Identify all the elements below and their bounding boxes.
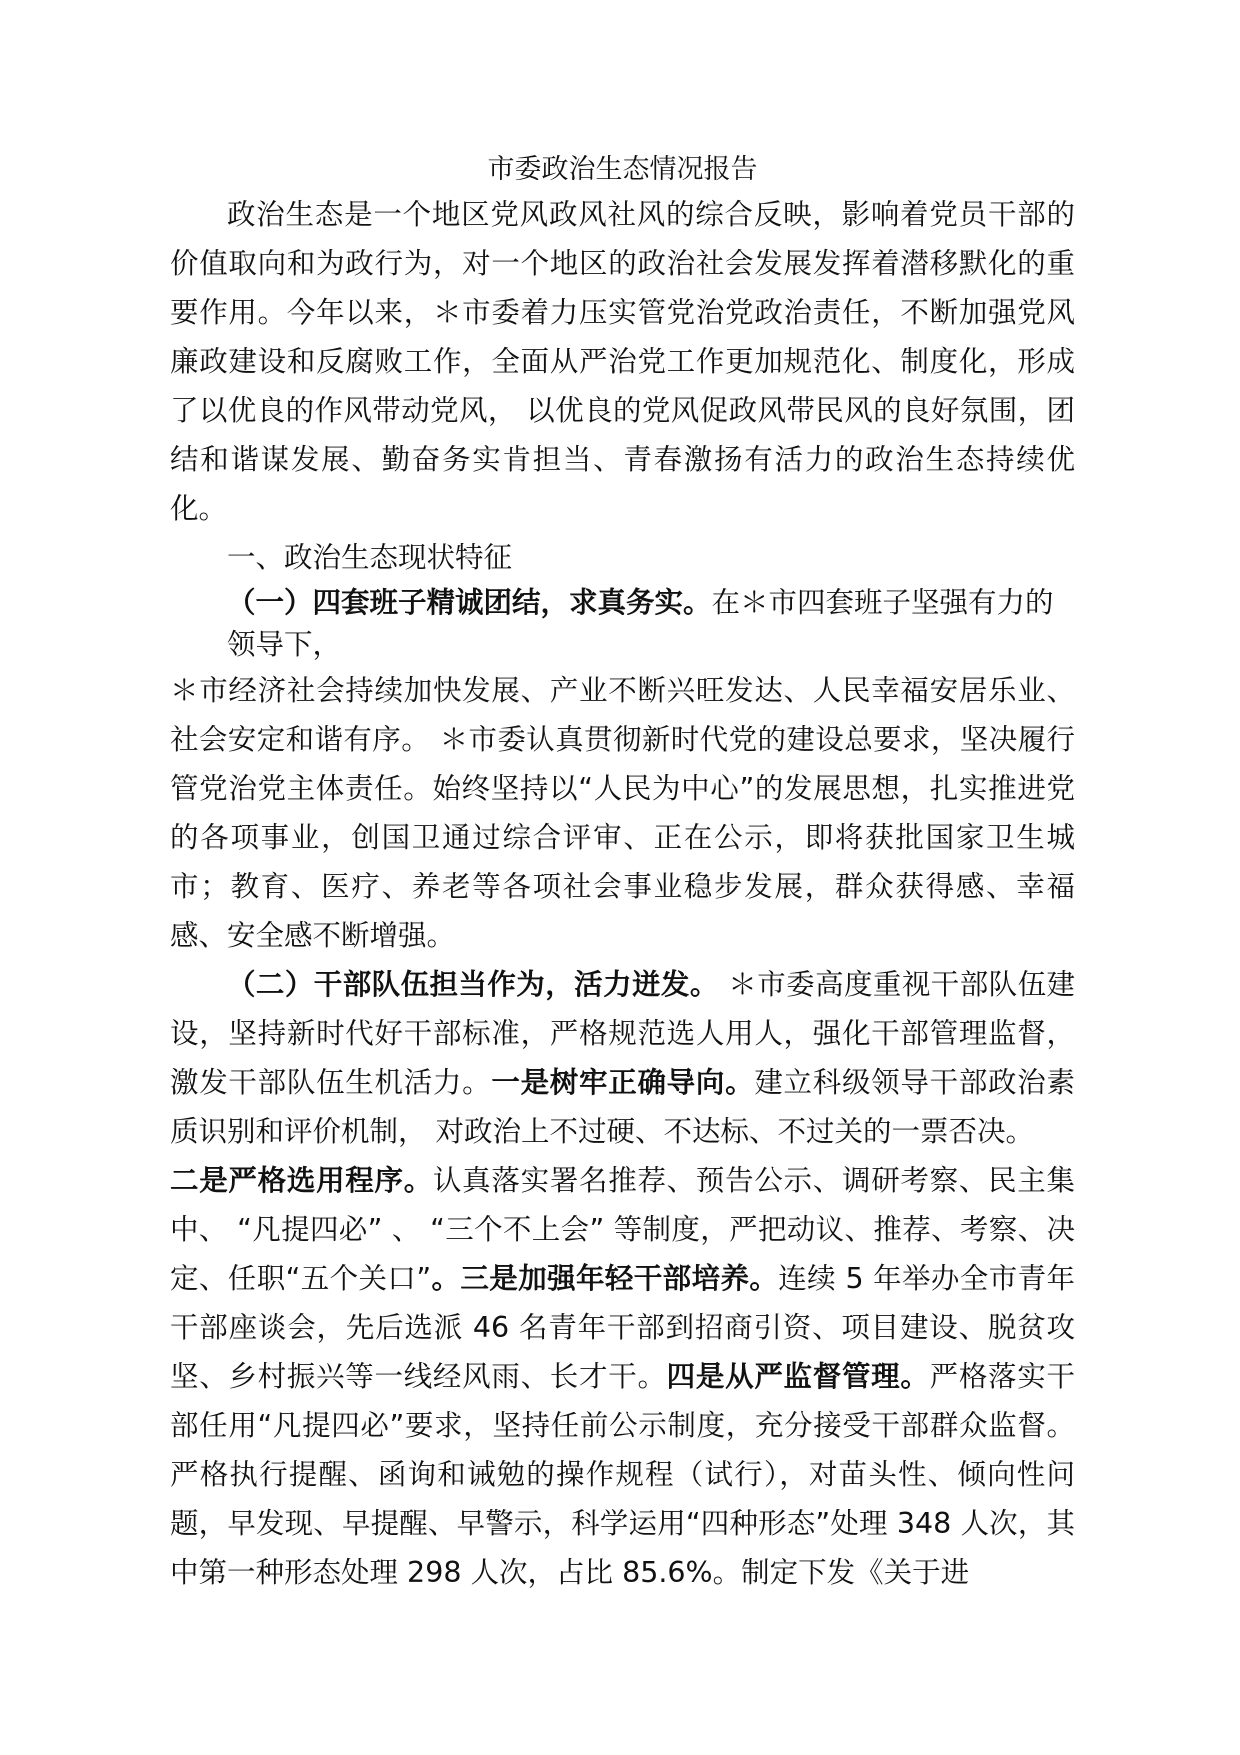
subsection-1-heading: （一）四套班子精诚团结，求真务实。: [227, 586, 712, 619]
subsection-1-second-line: 领导下，: [227, 628, 342, 661]
point-2-heading: 二是严格选用程序。: [170, 1164, 433, 1197]
subsection-2-text-1: ＊市委高度重视干部队伍建设，坚持新时代好干部标准，严格规范选人用人，强化干部管理监督，激发干部队伍生机活力。: [170, 968, 1075, 1099]
point-3-text: 连续 5 年举办全市青年干部座谈会，先后选派 46 名青年干部到招商引资、项目建设、脱贫攻坚、乡村振兴等一线经风雨、长才干。: [170, 1262, 1075, 1393]
subsection-1-paragraph: ＊市经济社会持续加快发展、产业不断兴旺发达、人民幸福安居乐业、社会安定和谐有序。 ＊市委认真贯彻新时代党的建设总要求，坚决履行管党治党主体责任。始终坚持以“人民为中心”的发展思想，扎实推进党的各项事业，创国卫通过综合评审、正在公示，即将获批国家卫生城市；教育、医疗、养老等各项社会事业稳步发展，群众获得感、幸福感、安全感不断增强。: [170, 674, 1075, 952]
intro-paragraph: 政治生态是一个地区党风政风社风的综合反映，影响着党员干部的价值取向和为政行为，对一个地区的政治社会发展发挥着潜移默化的重要作用。今年以来，＊市委着力压实管党治党政治责任，不断加强党风廉政建设和反腐败工作，全面从严治党工作更加规范化、制度化，形成了以优良的作风带动党风， 以优良的党风促政风带民风的良好氛围，团结和谐谋发展、勤奋务实肯担当、青春激扬有活力的政治生态持续优化。: [170, 198, 1075, 525]
point-4-text: 严格落实干部任用“凡提四必”要求，坚持任前公示制度，充分接受干部群众监督。严格执行提醒、函询和诫勉的操作规程（试行），对苗头性、倾向性问题，早发现、早提醒、早警示，科学运用“四种形态”处理 348 人次，其中第一种形态处理 298 人次，占比 85.6%。制定下发《关于进: [170, 1360, 1075, 1589]
subsection-1-first-line: [227, 582, 1075, 624]
point-4-heading: 四是从严监督管理。: [666, 1360, 930, 1393]
point-1-heading: 一是树牢正确导向。: [491, 1066, 755, 1099]
subsection-2-paragraph: [170, 960, 1075, 1597]
subsection-1-lead: [170, 582, 1075, 666]
point-1-text: 建立科级领导干部政治素质识别和评价机制， 对政治上不过硬、不达标、不过关的一票否决。: [170, 1066, 1075, 1148]
point-2-text: 认真落实署名推荐、预告公示、调研考察、民主集中、 “凡提四必” 、 “三个不上会” 等制度，严把动议、推荐、考察、决定、任职“五个关口”: [170, 1164, 1075, 1295]
document-title: 市委政治生态情况报告: [487, 154, 758, 185]
point-3-heading: 。三是加强年轻干部培养。: [431, 1262, 779, 1295]
subsection-1-lead-text: 在＊市四套班子坚强有力的: [711, 586, 1054, 619]
section-heading: 一、政治生态现状特征: [227, 541, 513, 574]
subsection-2-heading: （二）干部队伍担当作为，活力迸发。: [227, 968, 719, 1001]
document-body: [170, 150, 1075, 1597]
